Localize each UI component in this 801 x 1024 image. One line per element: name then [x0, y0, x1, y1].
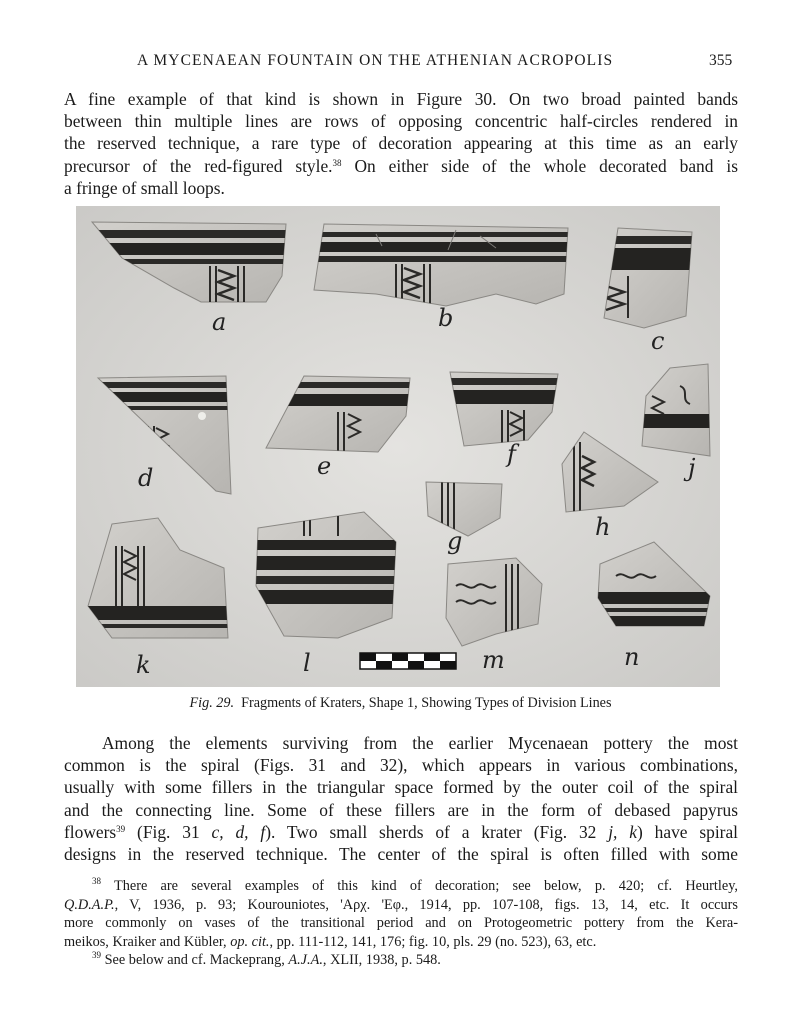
footnote-ref-39[interactable]: 39: [116, 823, 126, 834]
label-c: c: [651, 327, 665, 355]
label-f: f: [507, 440, 516, 468]
running-title: A MYCENAEAN FOUNTAIN ON THE ATHENIAN ACROPOLIS: [137, 52, 614, 69]
sherds-photo: [76, 206, 720, 687]
text-line: the reserved technique, a rare type of decoration appearing at this time as an early: [64, 133, 738, 154]
footnote-line: meikos, Kraiker and Kübler, op. cit., pp. 111-112, 141, 176; fig. 10, pls. 29 (no. 523), 63, etc.: [64, 933, 597, 950]
text-line: and the connecting line. Some of these fillers are in the form of debased papyrus: [64, 799, 738, 820]
text-line: flowers$^{39}$ (Fig. 31 c, d, f). Two small sherds of a krater (Fig. 32 j, k) have spiral: [64, 821, 739, 842]
label-k: k: [136, 651, 151, 679]
label-n: n: [624, 643, 640, 671]
label-d: d: [138, 464, 154, 492]
text-line: usually with some fillers in the triangular space formed by the outer coil of the spiral: [64, 777, 738, 798]
text-line: between thin multiple lines are rows of opposing concentric half-circles rendered in: [64, 111, 738, 132]
label-h: h: [595, 513, 611, 541]
page-number: 355: [709, 52, 733, 69]
label-e: e: [317, 452, 332, 480]
intro-paragraph: [64, 88, 738, 199]
running-head: [0, 50, 801, 74]
text-line: designs in the reserved technique. The center of the spiral is often filled with some: [64, 844, 738, 865]
text-line: a fringe of small loops.: [64, 177, 225, 198]
caption-text: Fragments of Kraters, Shape 1, Showing Types of Division Lines: [241, 695, 612, 711]
text-line: common is the spiral (Figs. 31 and 32), which appears in various combinations,: [64, 755, 738, 776]
footnote-ref-38[interactable]: 38: [332, 157, 342, 168]
label-m: m: [482, 646, 505, 674]
footnote-line: more commonly on vases of the transitional period and on Protogeometric pottery from the Kera-: [64, 915, 738, 932]
figure-plate: [76, 206, 720, 687]
footnote-38: $^{38}$ There are several examples of this kind of decoration; see below, p. 420; cf. Heurtley,: [92, 876, 738, 894]
label-a: a: [212, 308, 227, 336]
label-j: j: [688, 454, 696, 482]
caption-prefix: Fig. 29.: [189, 695, 235, 711]
footnote-line: Q.D.A.P., V, 1936, p. 93; Kourouniotes, 'Αρχ. 'Εφ., 1914, pp. 107-108, figs. 13, 14, etc. It occurs: [64, 896, 738, 913]
scale-bar: [360, 653, 456, 669]
text-line: A fine example of that kind is shown in Figure 30. On two broad painted bands: [64, 89, 738, 109]
label-l: l: [303, 649, 311, 677]
footnotes: [64, 877, 738, 970]
label-g: g: [447, 527, 463, 555]
text-line: Among the elements surviving from the earlier Mycenaean pottery the most: [102, 733, 738, 753]
label-b: b: [438, 304, 454, 332]
body-paragraph: [64, 732, 738, 865]
footnote-39: $^{39}$ See below and cf. Mackeprang, A.J.A., XLII, 1938, p. 548.: [92, 950, 441, 969]
text-line: precursor of the red-figured style.$^{38}$ On either side of the whole decorated band is: [64, 155, 738, 176]
figure-caption: [0, 695, 801, 712]
